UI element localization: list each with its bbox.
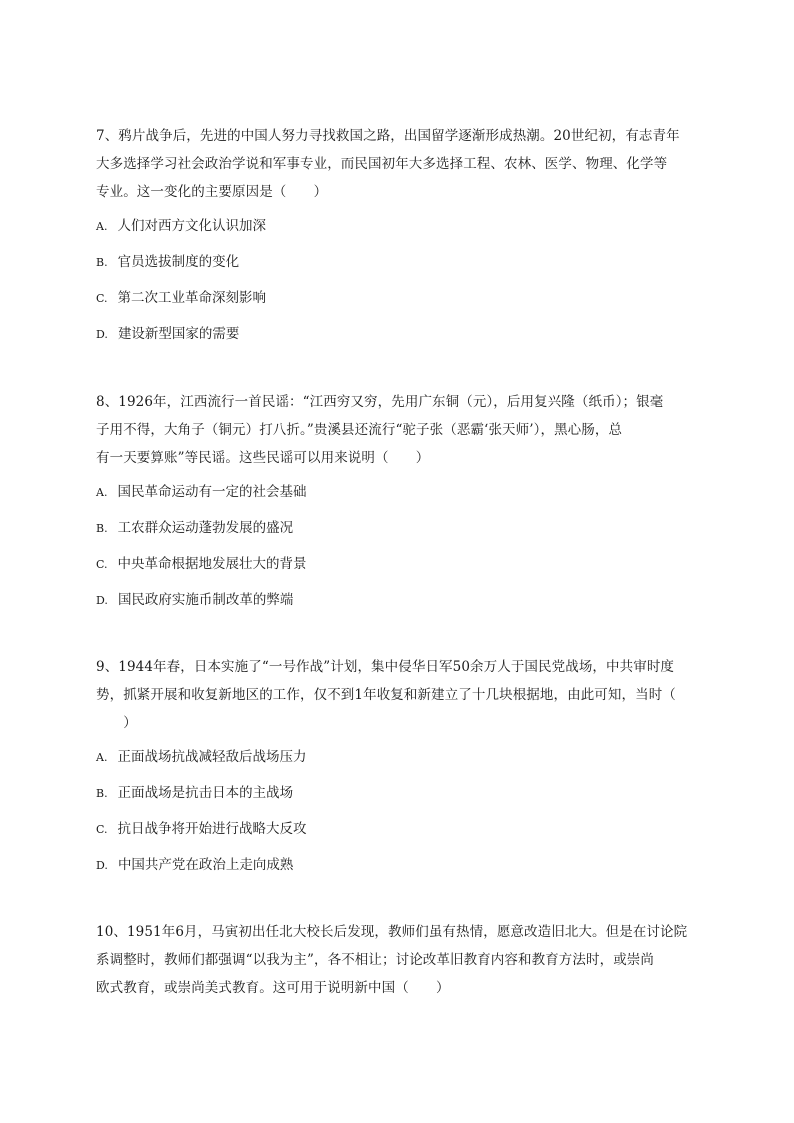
stem-line: 8、1926年，江西流行一首民谣：“江西穷又穷，先用广东铜（元），后用复兴隆（纸币）；银毫 [96, 394, 664, 410]
option-text: 人们对西方文化认识加深 [117, 218, 266, 234]
question-8-option-d [96, 590, 696, 611]
option-letter: B. [96, 522, 108, 535]
option-text: 中国共产党在政治上走向成熟 [117, 857, 294, 873]
question-9-stem [96, 653, 696, 737]
option-text: 中央革命根据地发展壮大的背景 [117, 556, 307, 572]
stem-line: 大多选择学习社会政治学说和军事专业，而民国初年大多选择工程、农林、医学、物理、化学等 [96, 156, 668, 172]
option-text: 正面战场是抗击日本的主战场 [117, 785, 294, 801]
stem-line: 势，抓紧开展和收复新地区的工作，仅不到1年收复和新建立了十几块根据地，由此可知，当时（ [96, 687, 676, 703]
option-text: 正面战场抗战减轻敌后战场压力 [117, 749, 307, 765]
question-7-option-c [96, 288, 696, 309]
option-letter: D. [96, 594, 108, 607]
option-letter: D. [96, 859, 108, 872]
option-letter: A. [96, 486, 108, 499]
option-text: 建设新型国家的需要 [117, 326, 240, 342]
question-10 [96, 918, 696, 1002]
option-letter: A. [96, 751, 108, 764]
option-letter: D. [96, 328, 108, 341]
option-text: 国民政府实施币制改革的弊端 [117, 592, 294, 608]
question-8-option-c [96, 554, 696, 575]
stem-line: 系调整时，教师们都强调“以我为主”，各不相让；讨论改革旧教育内容和教育方法时，或崇尚 [96, 952, 655, 968]
stem-line: 专业。这一变化的主要原因是（ ） [96, 184, 328, 200]
question-8 [96, 388, 696, 611]
question-8-stem [96, 388, 696, 472]
option-letter: B. [96, 256, 108, 269]
question-7-option-d [96, 324, 696, 345]
question-7 [96, 122, 696, 345]
option-letter: A. [96, 220, 108, 233]
question-7-stem [96, 122, 696, 206]
question-8-option-a [96, 482, 696, 503]
question-8-option-b [96, 518, 696, 539]
question-9-option-a [96, 747, 696, 768]
option-letter: B. [96, 787, 108, 800]
question-10-stem [96, 918, 696, 1002]
question-7-option-a [96, 216, 696, 237]
stem-line: 7、鸦片战争后，先进的中国人努力寻找救国之路，出国留学逐渐形成热潮。20世纪初，有志青年 [96, 128, 680, 144]
option-text: 国民革命运动有一定的社会基础 [117, 484, 307, 500]
stem-line: ） [96, 715, 137, 731]
stem-line: 9、1944年春，日本实施了“一号作战”计划，集中侵华日军50余万人于国民党战场，中共审时度 [96, 659, 675, 675]
stem-line: 欧式教育，或崇尚美式教育。这可用于说明新中国（ ） [96, 980, 450, 996]
option-letter: C. [96, 558, 108, 571]
option-text: 工农群众运动蓬勃发展的盛况 [117, 520, 294, 536]
question-9-option-d [96, 855, 696, 876]
question-9-option-b [96, 783, 696, 804]
stem-line: 10、1951年6月，马寅初出任北大校长后发现，教师们虽有热情，愿意改造旧北大。但是在讨论院 [96, 924, 688, 940]
option-letter: C. [96, 292, 108, 305]
option-text: 抗日战争将开始进行战略大反攻 [117, 821, 307, 837]
option-letter: C. [96, 823, 108, 836]
option-text: 官员选拔制度的变化 [117, 254, 240, 270]
question-9 [96, 653, 696, 876]
option-text: 第二次工业革命深刻影响 [117, 290, 267, 306]
question-9-option-c [96, 819, 696, 840]
question-7-option-b [96, 252, 696, 273]
stem-line: 有一天要算账”等民谣。这些民谣可以用来说明（ ） [96, 450, 430, 466]
stem-line: 子用不得，大角子（铜元）打八折。”贵溪县还流行“驼子张（恶霸‘张天师’），黑心肠，总 [96, 422, 623, 438]
